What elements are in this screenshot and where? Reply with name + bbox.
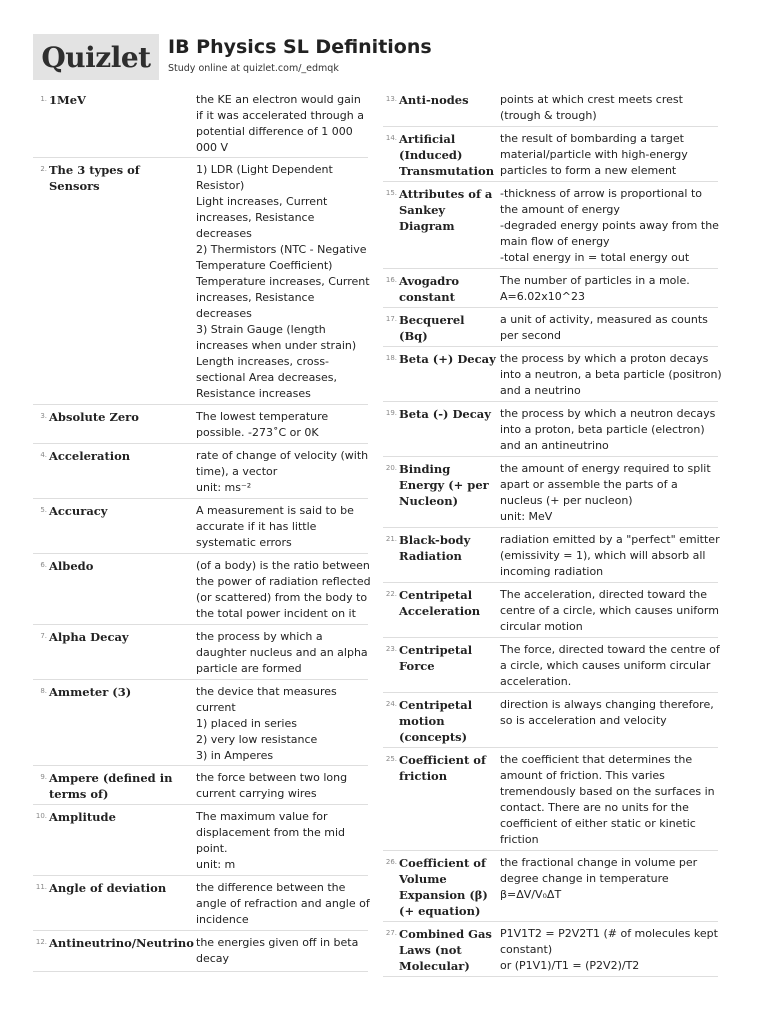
entry [383,922,718,977]
entry-number: 12. [35,938,47,946]
entry [33,88,368,158]
entry [33,876,368,931]
entry-definition: the device that measures current 1) placed in series 2) very low resistance 3) in Amperes [196,685,337,762]
right-column [383,88,722,977]
entry-term: Amplitude [49,810,116,824]
entry-definition: points at which crest meets crest (trough & trough) [500,93,683,122]
entry [33,625,368,680]
entry-definition: The maximum value for displacement from the mid point. unit: m [196,810,346,871]
entry [383,88,718,127]
entry [383,269,718,308]
entry-number: 3. [40,412,47,420]
entry-definition: direction is always changing therefore, so is acceleration and velocity [500,698,714,727]
entry-term: Ampere (defined in terms of) [49,771,173,801]
entry [383,693,718,748]
entry-term: Artificial (Induced) Transmutation [399,132,495,178]
entry-number: 9. [40,773,47,781]
entry-number: 10. [35,812,47,820]
entry [33,931,368,972]
page-subtitle: Study online at quizlet.com/_edmqk [168,63,339,74]
page-header [33,34,733,80]
entry-definition: A measurement is said to be accurate if it has little systematic errors [196,504,354,549]
entry [383,748,718,851]
entry-number: 27. [385,929,397,937]
entry [383,347,722,402]
entry [383,583,718,638]
entry-term: 1MeV [49,93,86,107]
entry [383,402,718,457]
entry [33,499,368,554]
entry-definition: The number of particles in a mole. A=6.02x10^23 [500,274,690,303]
entry-definition: 1) LDR (Light Dependent Resistor) Light increases, Current increases, Resistance decreases 2) Thermistors (NTC - Negative Temperature Coefficient) Temperature increases, Current increases, Resistance decreases 3) Strain Gauge (length increases when under strain) Length increases, cross-sectional Area decreases, Resistance increases [196,163,370,400]
entry-number: 7. [40,632,47,640]
entry [383,182,718,269]
entry-term: Absolute Zero [49,410,139,424]
entry-term: Beta (+) Decay [399,352,496,366]
entry [383,638,718,693]
entry-term: Angle of deviation [49,881,167,895]
entry-definition: The acceleration, directed toward the centre of a circle, which causes uniform circular motion [500,588,719,633]
entry-number: 24. [385,700,397,708]
entry [383,851,718,922]
entry-term: Coefficient of Volume Expansion (β) (+ equation) [399,856,488,918]
quizlet-logo: Quizlet [33,34,159,80]
entry-number: 1. [40,95,47,103]
entry-number: 14. [385,134,397,142]
entry-term: Centripetal motion (concepts) [399,698,473,744]
entry-definition: the result of bombarding a target material/particle with high-energy particles to form a new element [500,132,688,177]
entry-number: 2. [40,165,47,173]
entry [33,805,368,876]
entry-term: Combined Gas Laws (not Molecular) [399,927,492,973]
entry-term: Coefficient of friction [399,753,486,783]
left-column [33,88,371,972]
entry-number: 18. [385,354,397,362]
entry-term: Anti-nodes [399,93,469,107]
entry-definition: -thickness of arrow is proportional to the amount of energy -degraded energy points away from the main flow of energy -total energy in = total energy out [500,187,719,264]
entry-definition: The lowest temperature possible. -273˚C or 0K [196,410,329,439]
entry-definition: the energies given off in beta decay [196,936,359,965]
entry [33,405,368,444]
entry-definition: the KE an electron would gain if it was accelerated through a potential difference of 1 000 000 V [196,93,364,154]
entry-definition: the force between two long current carrying wires [196,771,348,800]
entry-term: Becquerel (Bq) [399,313,465,343]
entry-definition: the amount of energy required to split apart or assemble the parts of a nucleus (+ per nucleon) unit: MeV [500,462,711,523]
entry [33,554,371,625]
entry-definition: radiation emitted by a "perfect" emitter (emissivity = 1), which will absorb all incoming radiation [500,533,720,578]
entry [33,158,368,405]
entry [33,444,368,499]
entry-number: 4. [40,451,47,459]
entry-term: Alpha Decay [49,630,129,644]
entry-term: The 3 types of Sensors [49,163,140,193]
entry-number: 13. [385,95,397,103]
entry-term: Attributes of a Sankey Diagram [399,187,493,233]
entry-definition: the coefficient that determines the amount of friction. This varies tremendously based on the surfaces in contact. There are no units for the coefficient of either static or kinetic friction [500,753,715,846]
entry-number: 25. [385,755,397,763]
entry-definition: the fractional change in volume per degree change in temperature β=ΔV/V₀ΔT [500,856,698,901]
entry-number: 20. [385,464,397,472]
entry-definition: (of a body) is the ratio between the power of radiation reflected (or scattered) from the body to the total power incident on it [196,559,371,620]
entry-number: 19. [385,409,397,417]
entry-term: Antineutrino/Neutrino [49,936,194,950]
entry-number: 26. [385,858,397,866]
entry-term: Accuracy [49,504,108,518]
entry-term: Beta (-) Decay [399,407,491,421]
entry-number: 8. [40,687,47,695]
entry-term: Centripetal Force [399,643,473,673]
entry-definition: the process by which a daughter nucleus and an alpha particle are formed [196,630,368,675]
entry [383,127,718,182]
entry-term: Ammeter (3) [49,685,132,699]
entry-number: 22. [385,590,397,598]
entry-definition: a unit of activity, measured as counts per second [500,313,708,342]
entry-definition: the process by which a neutron decays into a proton, beta particle (electron) and an antineutrino [500,407,716,452]
entry-number: 11. [35,883,47,891]
entry-definition: the difference between the angle of refraction and angle of incidence [196,881,370,926]
entry-term: Binding Energy (+ per Nucleon) [399,462,489,508]
entry-term: Acceleration [49,449,131,463]
entry-number: 16. [385,276,397,284]
entry [33,766,368,805]
entry-definition: P1V1T2 = P2V2T1 (# of molecules kept constant) or (P1V1)/T1 = (P2V2)/T2 [500,927,718,972]
entry [383,528,718,583]
entry-term: Centripetal Acceleration [399,588,481,618]
entry-number: 6. [40,561,47,569]
entry-definition: rate of change of velocity (with time), a vector unit: ms⁻² [196,449,369,494]
entry [383,308,718,347]
entry-definition: the process by which a proton decays into a neutron, a beta particle (positron) and a neutrino [500,352,722,397]
entry-number: 17. [385,315,397,323]
page-title: IB Physics SL Definitions [168,36,432,58]
entry-term: Albedo [49,559,94,573]
entry-number: 23. [385,645,397,653]
entry [383,457,718,528]
entry-number: 15. [385,189,397,197]
entry-definition: The force, directed toward the centre of a circle, which causes uniform circular acceleration. [500,643,720,688]
entry-number: 21. [385,535,397,543]
entry-term: Avogadro constant [399,274,460,304]
entry [33,680,368,766]
entry-term: Black-body Radiation [399,533,471,563]
entry-number: 5. [40,506,47,514]
